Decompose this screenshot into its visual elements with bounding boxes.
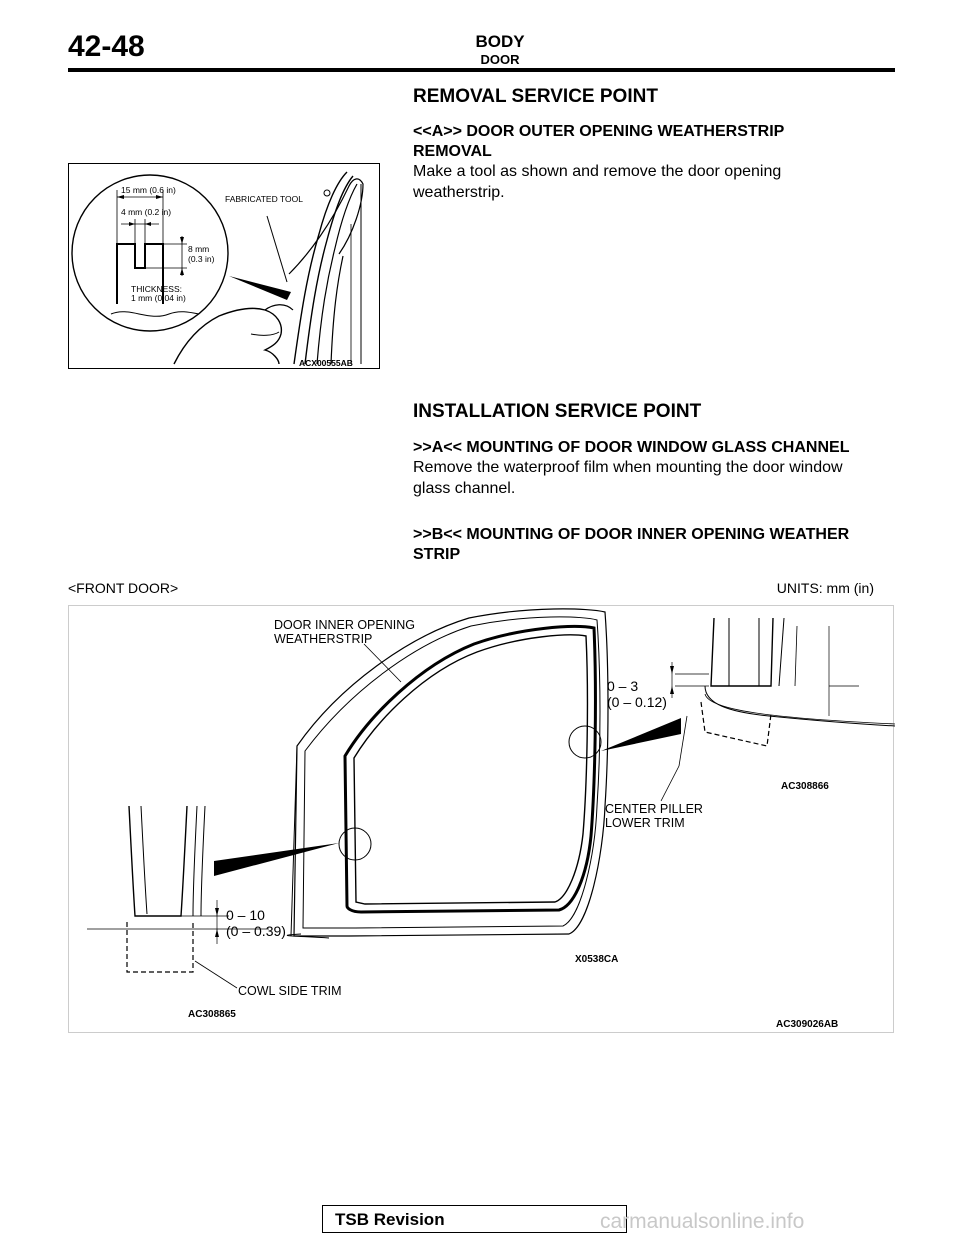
code-ac309026ab: AC309026AB — [776, 1019, 839, 1030]
weatherstrip-label-2: WEATHERSTRIP — [274, 632, 373, 646]
installation-heading: INSTALLATION SERVICE POINT — [413, 401, 702, 422]
units-label: UNITS: mm (in) — [776, 580, 874, 596]
fabricated-tool-label: FABRICATED TOOL — [225, 194, 303, 204]
cowl-side-trim-label: COWL SIDE TRIM — [238, 984, 342, 998]
center-pillar-label-2: LOWER TRIM — [605, 816, 685, 830]
dim-0-3-inch-label: (0 – 0.12) — [607, 694, 667, 710]
removal-step-title-1: <<A>> DOOR OUTER OPENING WEATHERSTRIP — [413, 123, 785, 140]
fabricated-tool-figure — [68, 163, 380, 369]
step-a-text-1: Remove the waterproof film when mounting the door window — [413, 459, 843, 476]
step-a-text-2: glass channel. — [413, 480, 516, 497]
step-a-title: >>A<< MOUNTING OF DOOR WINDOW GLASS CHANNEL — [413, 439, 850, 456]
figure1-code: ACX00555AB — [299, 358, 353, 368]
page-number: 42-48 — [68, 30, 145, 63]
removal-heading: REMOVAL SERVICE POINT — [413, 86, 658, 107]
removal-step-title-2: REMOVAL — [413, 143, 492, 160]
watermark: carmanualsonline.info — [600, 1210, 805, 1233]
front-door-label: <FRONT DOOR> — [68, 580, 179, 596]
weatherstrip-figure — [68, 605, 894, 1033]
step-b-title-1: >>B<< MOUNTING OF DOOR INNER OPENING WEATHER — [413, 526, 850, 543]
dim-8-label: 8 mm — [188, 244, 210, 254]
code-x0538ca: X0538CA — [575, 954, 619, 965]
step-b-title-2: STRIP — [413, 546, 461, 563]
thickness-label: THICKNESS: — [131, 284, 183, 294]
dim-4-label: 4 mm (0.2 in) — [121, 207, 172, 217]
subsection-title: DOOR — [480, 52, 520, 67]
weatherstrip-label-1: DOOR INNER OPENING — [274, 618, 415, 632]
center-pillar-label-1: CENTER PILLER — [605, 802, 703, 816]
weatherstrip-drawing — [69, 606, 895, 1034]
dim-15-label: 15 mm (0.6 in) — [121, 185, 176, 195]
removal-text-2: weatherstrip. — [413, 184, 505, 201]
header-rule — [68, 68, 895, 72]
section-title: BODY — [475, 32, 525, 51]
code-ac308865: AC308865 — [188, 1009, 236, 1020]
fabricated-tool-drawing — [69, 164, 381, 370]
dim-8-inch-label: (0.3 in) — [188, 254, 215, 264]
thickness-value: 1 mm (0.04 in) — [131, 293, 186, 303]
removal-text-1: Make a tool as shown and remove the door opening — [413, 163, 782, 180]
dim-0-10-inch-label: (0 – 0.39) — [226, 923, 286, 939]
dim-0-3-label: 0 – 3 — [607, 678, 639, 694]
code-ac308866: AC308866 — [781, 781, 829, 792]
tsb-revision-label: TSB Revision — [335, 1210, 445, 1229]
dim-0-10-label: 0 – 10 — [226, 907, 265, 923]
